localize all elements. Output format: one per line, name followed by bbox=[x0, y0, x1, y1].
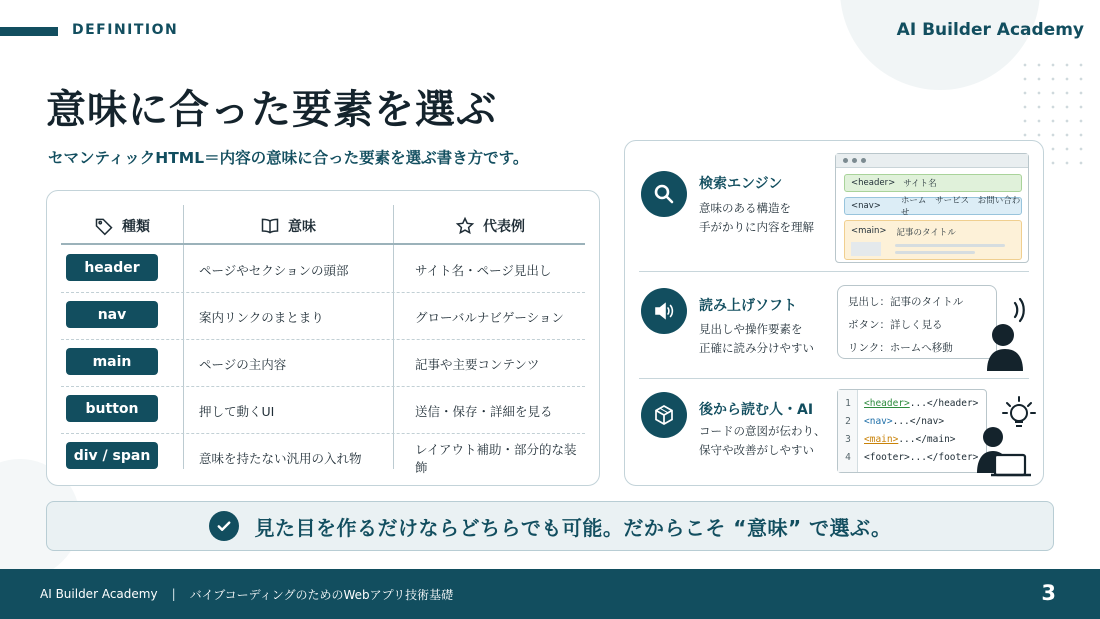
reader-line: リンク：ホームへ移動 bbox=[848, 342, 953, 354]
meaning-cell: ページの主内容 bbox=[199, 356, 287, 372]
code-snippet bbox=[837, 389, 987, 473]
image-placeholder bbox=[851, 242, 881, 256]
meaning-cell: ページやセクションの頭部 bbox=[199, 262, 349, 278]
footer-brand: AI Builder Academy bbox=[40, 587, 158, 601]
takeaway-text: 見た目を作るだけならどちらでも可能。だからこそ “意味” で選ぶ。 bbox=[254, 515, 892, 540]
example-cell: サイト名・ページ見出し bbox=[415, 262, 552, 278]
ai-reader-title: 後から読む人・AI bbox=[699, 402, 814, 418]
table-header-example: 代表例 bbox=[393, 207, 587, 245]
table-row bbox=[61, 434, 585, 481]
table-row bbox=[61, 246, 585, 293]
kicker-bar bbox=[0, 27, 58, 36]
meaning-cell: 意味を持たない汎用の入れ物 bbox=[199, 450, 362, 466]
element-pill: main bbox=[66, 348, 158, 375]
browser-titlebar bbox=[836, 154, 1028, 168]
code-line: 3 <main>...</main> bbox=[845, 433, 956, 445]
developer-person-icon bbox=[969, 391, 1039, 479]
star-icon bbox=[455, 216, 475, 236]
table-row bbox=[61, 340, 585, 387]
example-cell: 記事や主要コンテンツ bbox=[415, 356, 540, 372]
meaning-cell: 案内リンクのまとまり bbox=[199, 309, 324, 325]
page-number: 3 bbox=[1041, 581, 1056, 605]
check-badge bbox=[209, 511, 239, 541]
browser-header-block: <header> サイト名 bbox=[844, 174, 1022, 192]
code-line: 4 <footer>...</footer> bbox=[845, 451, 979, 463]
browser-main-block: <main> 記事のタイトル bbox=[844, 220, 1022, 260]
screen-reader-desc: 見出しや操作要素を 正確に読み分けやすい bbox=[699, 322, 814, 355]
reader-line: 見出し：記事のタイトル bbox=[848, 296, 964, 308]
table-header-type: 種類 bbox=[61, 207, 183, 245]
table-header-meaning: 意味 bbox=[183, 207, 393, 245]
footer-separator: | bbox=[171, 587, 176, 601]
page-subtitle: セマンティックHTML＝内容の意味に合った要素を選ぶ書き方です。 bbox=[48, 149, 529, 167]
reader-line: ボタン：詳しく見る bbox=[848, 319, 943, 331]
tag-icon bbox=[94, 216, 114, 236]
footer-course-title: バイブコーディングのためのWebアプリ技術基礎 bbox=[189, 587, 454, 602]
cube-icon bbox=[652, 403, 676, 427]
code-line: 2 <nav>...</nav> bbox=[845, 415, 945, 427]
element-pill: button bbox=[66, 395, 158, 422]
code-line: 1 <header>...</header> bbox=[845, 397, 979, 409]
element-table bbox=[46, 190, 600, 486]
footer-bar bbox=[0, 569, 1100, 619]
ai-reader-desc: コードの意図が伝わり、 保守や改善がしやすい bbox=[699, 424, 826, 457]
search-icon bbox=[652, 182, 676, 206]
search-engine-title: 検索エンジン bbox=[699, 176, 783, 192]
speaker-icon bbox=[652, 299, 676, 323]
screen-reader-title: 読み上げソフト bbox=[699, 298, 797, 314]
browser-nav-block: <nav> ホーム サービス お問い合わせ bbox=[844, 197, 1022, 215]
benefits-panel bbox=[624, 140, 1044, 486]
page-title: 意味に合った要素を選ぶ bbox=[46, 87, 497, 133]
example-cell: レイアウト補助・部分的な装飾 bbox=[415, 441, 577, 475]
section-divider bbox=[639, 378, 1029, 379]
search-badge bbox=[641, 171, 687, 217]
section-divider bbox=[639, 271, 1029, 272]
example-cell: 送信・保存・詳細を見る bbox=[415, 403, 553, 419]
decorative-circle bbox=[840, 0, 1040, 90]
brand-logo-text: AI Builder Academy bbox=[896, 20, 1084, 40]
table-row bbox=[61, 293, 585, 340]
check-icon bbox=[215, 517, 233, 535]
browser-mockup bbox=[835, 153, 1029, 263]
header-divider bbox=[61, 243, 585, 245]
listening-person-icon bbox=[981, 291, 1035, 371]
element-pill: div / span bbox=[66, 442, 158, 469]
element-pill: header bbox=[66, 254, 158, 281]
table-row bbox=[61, 387, 585, 434]
kicker-label: DEFINITION bbox=[72, 22, 179, 38]
meaning-cell: 押して動くUI bbox=[199, 403, 275, 419]
cube-badge bbox=[641, 392, 687, 438]
lightbulb-icon bbox=[1003, 397, 1035, 426]
book-icon bbox=[260, 216, 280, 236]
reader-output-box bbox=[837, 285, 997, 359]
example-cell: グローバルナビゲーション bbox=[415, 309, 564, 325]
search-engine-desc: 意味のある構造を 手がかりに内容を理解 bbox=[699, 201, 814, 234]
element-pill: nav bbox=[66, 301, 158, 328]
key-takeaway-banner bbox=[46, 501, 1054, 551]
speaker-badge bbox=[641, 288, 687, 334]
